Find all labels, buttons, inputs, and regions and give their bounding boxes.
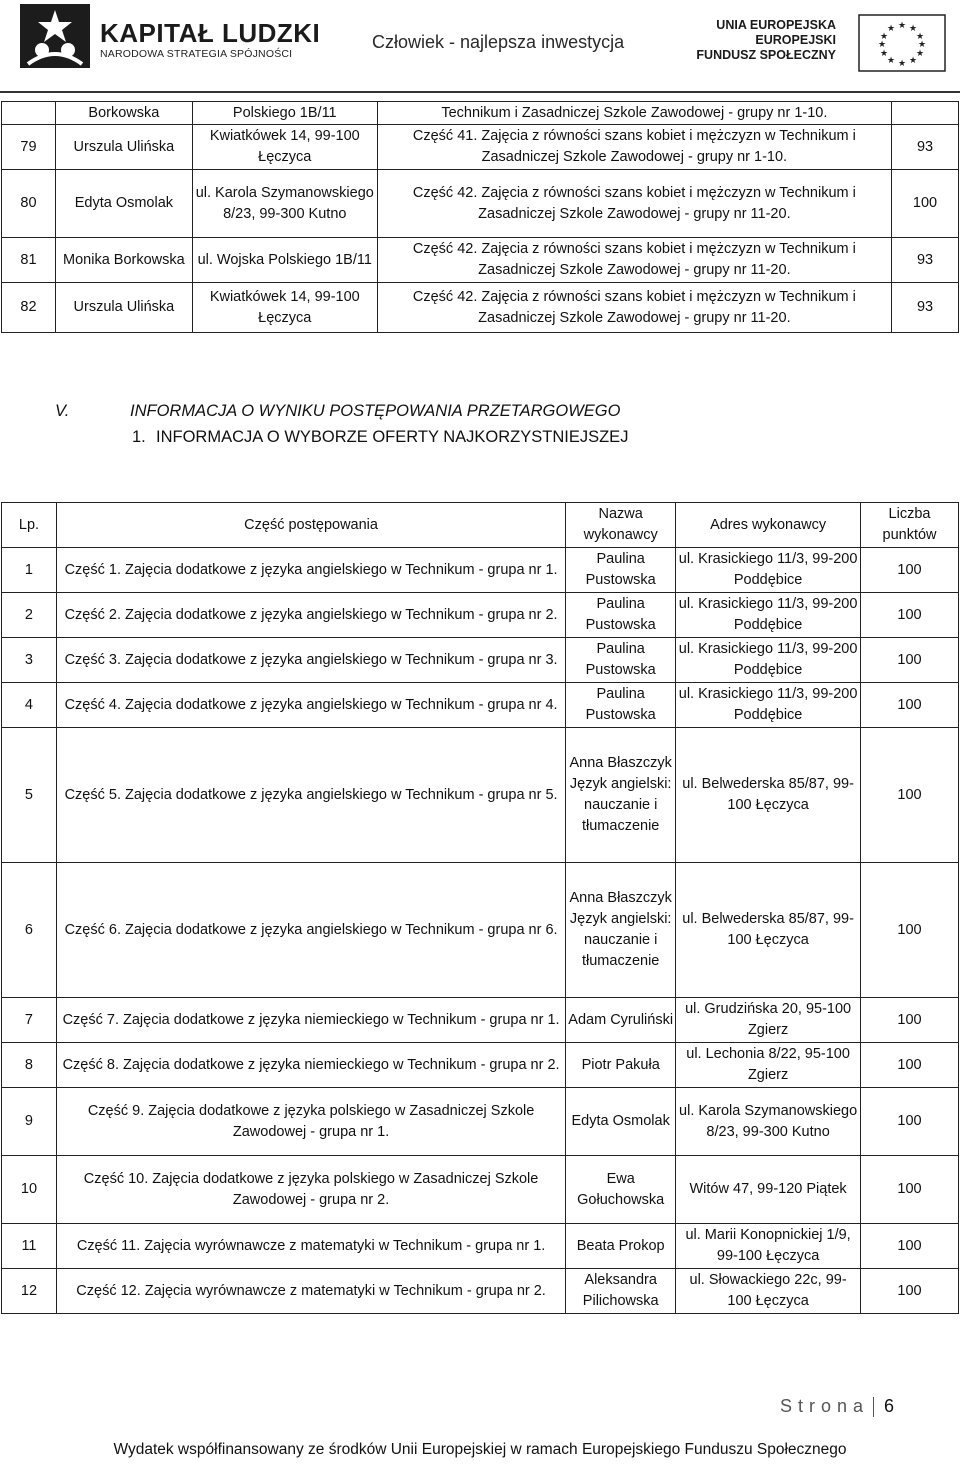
table-row xyxy=(2,998,959,1043)
name-cell: Edyta Osmolak xyxy=(566,1088,676,1156)
table-row xyxy=(2,1224,959,1269)
part-cell: Część 42. Zajęcia z równości szans kobiet i mężczyzn w Technikum i Zasadniczej Szkole Zawodowej - grupy nr 11-20. xyxy=(377,170,891,238)
part-cell: Część 9. Zajęcia dodatkowe z języka polskiego w Zasadniczej Szkole Zawodowej - grupa nr 1. xyxy=(56,1088,565,1156)
address-cell: ul. Słowackiego 22c, 99-100 Łęczyca xyxy=(676,1269,861,1314)
svg-text:★: ★ xyxy=(886,56,896,66)
name-cell: Urszula Ulińska xyxy=(55,125,192,170)
subsection-title: INFORMACJA O WYBORZE OFERTY NAJKORZYSTNIEJSZEJ xyxy=(156,428,629,446)
points-cell: 93 xyxy=(892,283,959,333)
eu-logo xyxy=(696,6,946,70)
header-address: Adres wykonawcy xyxy=(676,503,861,548)
points-cell: 100 xyxy=(861,998,959,1043)
points-cell: 100 xyxy=(861,1156,959,1224)
points-cell: 100 xyxy=(861,863,959,998)
lp-cell: 2 xyxy=(2,593,57,638)
part-cell: Część 1. Zajęcia dodatkowe z języka angielskiego w Technikum - grupa nr 1. xyxy=(56,548,565,593)
points-cell: 100 xyxy=(861,683,959,728)
eu-line1: UNIA EUROPEJSKA xyxy=(716,18,836,32)
address-cell: ul. Belwederska 85/87, 99-100 Łęczyca xyxy=(676,863,861,998)
table-row xyxy=(2,102,959,125)
lp-cell: 10 xyxy=(2,1156,57,1224)
address-cell: ul. Krasickiego 11/3, 99-200 Poddębice xyxy=(676,683,861,728)
lp-cell: 6 xyxy=(2,863,57,998)
address-cell: ul. Marii Konopnickiej 1/9, 99-100 Łęczyca xyxy=(676,1224,861,1269)
points-cell: 100 xyxy=(861,728,959,863)
page-label: Strona xyxy=(780,1396,870,1416)
part-cell: Część 8. Zajęcia dodatkowe z języka niemieckiego w Technikum - grupa nr 2. xyxy=(56,1043,565,1088)
part-cell: Część 3. Zajęcia dodatkowe z języka angielskiego w Technikum - grupa nr 3. xyxy=(56,638,565,683)
header-lp: Lp. xyxy=(2,503,57,548)
eu-logo-text xyxy=(696,18,836,63)
lp-cell xyxy=(2,102,56,125)
svg-text:★: ★ xyxy=(886,24,896,34)
points-cell: 100 xyxy=(861,1224,959,1269)
points-cell: 93 xyxy=(892,238,959,283)
address-cell: ul. Wojska Polskiego 1B/11 xyxy=(192,238,377,283)
table-row xyxy=(2,548,959,593)
lp-cell: 3 xyxy=(2,638,57,683)
part-cell: Część 11. Zajęcia wyrównawcze z matematyki w Technikum - grupa nr 1. xyxy=(56,1224,565,1269)
name-cell: Paulina Pustowska xyxy=(566,548,676,593)
lp-cell: 4 xyxy=(2,683,57,728)
subsection-number: 1. xyxy=(132,428,146,446)
svg-text:★: ★ xyxy=(879,49,889,59)
table-row xyxy=(2,1043,959,1088)
name-cell: Piotr Pakuła xyxy=(566,1043,676,1088)
address-cell: ul. Lechonia 8/22, 95-100 Zgierz xyxy=(676,1043,861,1088)
points-cell: 100 xyxy=(861,1269,959,1314)
table-row xyxy=(2,728,959,863)
lp-cell: 9 xyxy=(2,1088,57,1156)
table-row xyxy=(2,238,959,283)
svg-text:★: ★ xyxy=(897,59,907,69)
address-cell: Kwiatkówek 14, 99-100 Łęczyca xyxy=(192,125,377,170)
address-cell: ul. Grudzińska 20, 95-100 Zgierz xyxy=(676,998,861,1043)
svg-text:★: ★ xyxy=(879,32,889,42)
name-cell: Monika Borkowska xyxy=(55,238,192,283)
points-cell: 100 xyxy=(861,548,959,593)
part-cell: Część 10. Zajęcia dodatkowe z języka polskiego w Zasadniczej Szkole Zawodowej - grupa nr 2. xyxy=(56,1156,565,1224)
header-part: Część postępowania xyxy=(56,503,565,548)
page-header xyxy=(0,0,960,92)
address-cell: ul. Krasickiego 11/3, 99-200 Poddębice xyxy=(676,638,861,683)
lp-cell: 8 xyxy=(2,1043,57,1088)
table-row xyxy=(2,593,959,638)
lp-cell: 7 xyxy=(2,998,57,1043)
subsection-heading xyxy=(132,428,628,447)
part-cell: Część 12. Zajęcia wyrównawcze z matematyki w Technikum - grupa nr 2. xyxy=(56,1269,565,1314)
table-row xyxy=(2,683,959,728)
table-row xyxy=(2,638,959,683)
svg-text:★: ★ xyxy=(897,21,907,31)
lp-cell: 5 xyxy=(2,728,57,863)
section-number: V. xyxy=(55,402,70,420)
part-cell: Część 42. Zajęcia z równości szans kobiet i mężczyzn w Technikum i Zasadniczej Szkole Zawodowej - grupy nr 11-20. xyxy=(377,238,891,283)
header-rule xyxy=(0,91,960,93)
table-row xyxy=(2,283,959,333)
name-cell: Urszula Ulińska xyxy=(55,283,192,333)
name-cell: Paulina Pustowska xyxy=(566,683,676,728)
name-cell: Paulina Pustowska xyxy=(566,638,676,683)
table-header-row xyxy=(2,503,959,548)
table-row xyxy=(2,1088,959,1156)
part-cell: Część 7. Zajęcia dodatkowe z języka niemieckiego w Technikum - grupa nr 1. xyxy=(56,998,565,1043)
name-cell: Edyta Osmolak xyxy=(55,170,192,238)
lp-cell: 81 xyxy=(2,238,56,283)
part-cell: Część 6. Zajęcia dodatkowe z języka angielskiego w Technikum - grupa nr 6. xyxy=(56,863,565,998)
page-divider xyxy=(873,1397,874,1417)
part-cell: Część 4. Zajęcia dodatkowe z języka angielskiego w Technikum - grupa nr 4. xyxy=(56,683,565,728)
page-number xyxy=(780,1396,894,1417)
name-cell: Borkowska xyxy=(55,102,192,125)
address-cell: ul. Belwederska 85/87, 99-100 Łęczyca xyxy=(676,728,861,863)
kapital-ludzki-title: KAPITAŁ LUDZKI xyxy=(100,18,321,48)
part-cell: Technikum i Zasadniczej Szkole Zawodowej - grupy nr 1-10. xyxy=(377,102,891,125)
table-row xyxy=(2,1269,959,1314)
svg-text:★: ★ xyxy=(915,49,925,59)
header-points: Liczba punktów xyxy=(861,503,959,548)
lp-cell: 79 xyxy=(2,125,56,170)
address-cell: ul. Krasickiego 11/3, 99-200 Poddębice xyxy=(676,548,861,593)
address-cell: Polskiego 1B/11 xyxy=(192,102,377,125)
points-cell: 100 xyxy=(861,593,959,638)
lp-cell: 1 xyxy=(2,548,57,593)
name-cell: Ewa Gołuchowska xyxy=(566,1156,676,1224)
points-cell: 100 xyxy=(861,638,959,683)
kapital-ludzki-logo xyxy=(20,4,340,68)
table-row xyxy=(2,170,959,238)
name-cell: Adam Cyruliński xyxy=(566,998,676,1043)
points-cell xyxy=(892,102,959,125)
name-cell: Aleksandra Pilichowska xyxy=(566,1269,676,1314)
kapital-ludzki-emblem-icon xyxy=(20,4,90,68)
lp-cell: 80 xyxy=(2,170,56,238)
section-heading xyxy=(55,402,620,421)
address-cell: Witów 47, 99-120 Piątek xyxy=(676,1156,861,1224)
lp-cell: 11 xyxy=(2,1224,57,1269)
points-cell: 100 xyxy=(861,1088,959,1156)
eu-line2: EUROPEJSKI xyxy=(755,33,836,47)
table-row xyxy=(2,863,959,998)
name-cell: Beata Prokop xyxy=(566,1224,676,1269)
name-cell: Paulina Pustowska xyxy=(566,593,676,638)
address-cell: ul. Karola Szymanowskiego 8/23, 99-300 Kutno xyxy=(676,1088,861,1156)
points-cell: 93 xyxy=(892,125,959,170)
table-row xyxy=(2,1156,959,1224)
table-row xyxy=(2,125,959,170)
eu-flag-icon xyxy=(858,14,946,72)
address-cell: ul. Krasickiego 11/3, 99-200 Poddębice xyxy=(676,593,861,638)
lp-cell: 82 xyxy=(2,283,56,333)
name-cell: Anna Błaszczyk Język angielski: nauczanie i tłumaczenie xyxy=(566,863,676,998)
kapital-ludzki-subtitle: NARODOWA STRATEGIA SPÓJNOŚCI xyxy=(100,48,293,60)
page-footer: Wydatek współfinansowany ze środków Unii Europejskiej w ramach Europejskiego Funduszu Społecznego xyxy=(113,1441,847,1458)
header-motto: Człowiek - najlepsza inwestycja xyxy=(372,32,625,52)
lp-cell: 12 xyxy=(2,1269,57,1314)
svg-text:★: ★ xyxy=(908,56,918,66)
address-cell: ul. Karola Szymanowskiego 8/23, 99-300 Kutno xyxy=(192,170,377,238)
eu-line3: FUNDUSZ SPOŁECZNY xyxy=(696,48,836,62)
page-number-value: 6 xyxy=(884,1396,895,1416)
selected-offers-table xyxy=(1,502,959,1314)
part-cell: Część 5. Zajęcia dodatkowe z języka angielskiego w Technikum - grupa nr 5. xyxy=(56,728,565,863)
section-title: INFORMACJA O WYNIKU POSTĘPOWANIA PRZETARGOWEGO xyxy=(130,402,621,420)
points-cell: 100 xyxy=(892,170,959,238)
header-name: Nazwa wykonawcy xyxy=(566,503,676,548)
part-cell: Część 41. Zajęcia z równości szans kobiet i mężczyzn w Technikum i Zasadniczej Szkole Zawodowej - grupy nr 1-10. xyxy=(377,125,891,170)
part-cell: Część 42. Zajęcia z równości szans kobiet i mężczyzn w Technikum i Zasadniczej Szkole Zawodowej - grupy nr 11-20. xyxy=(377,283,891,333)
name-cell: Anna Błaszczyk Język angielski: nauczanie i tłumaczenie xyxy=(566,728,676,863)
points-cell: 100 xyxy=(861,1043,959,1088)
address-cell: Kwiatkówek 14, 99-100 Łęczyca xyxy=(192,283,377,333)
svg-text:★: ★ xyxy=(915,32,925,42)
svg-text:★: ★ xyxy=(917,40,927,50)
results-table-continued xyxy=(1,101,959,333)
part-cell: Część 2. Zajęcia dodatkowe z języka angielskiego w Technikum - grupa nr 2. xyxy=(56,593,565,638)
svg-text:★: ★ xyxy=(908,24,918,34)
svg-text:★: ★ xyxy=(877,40,887,50)
